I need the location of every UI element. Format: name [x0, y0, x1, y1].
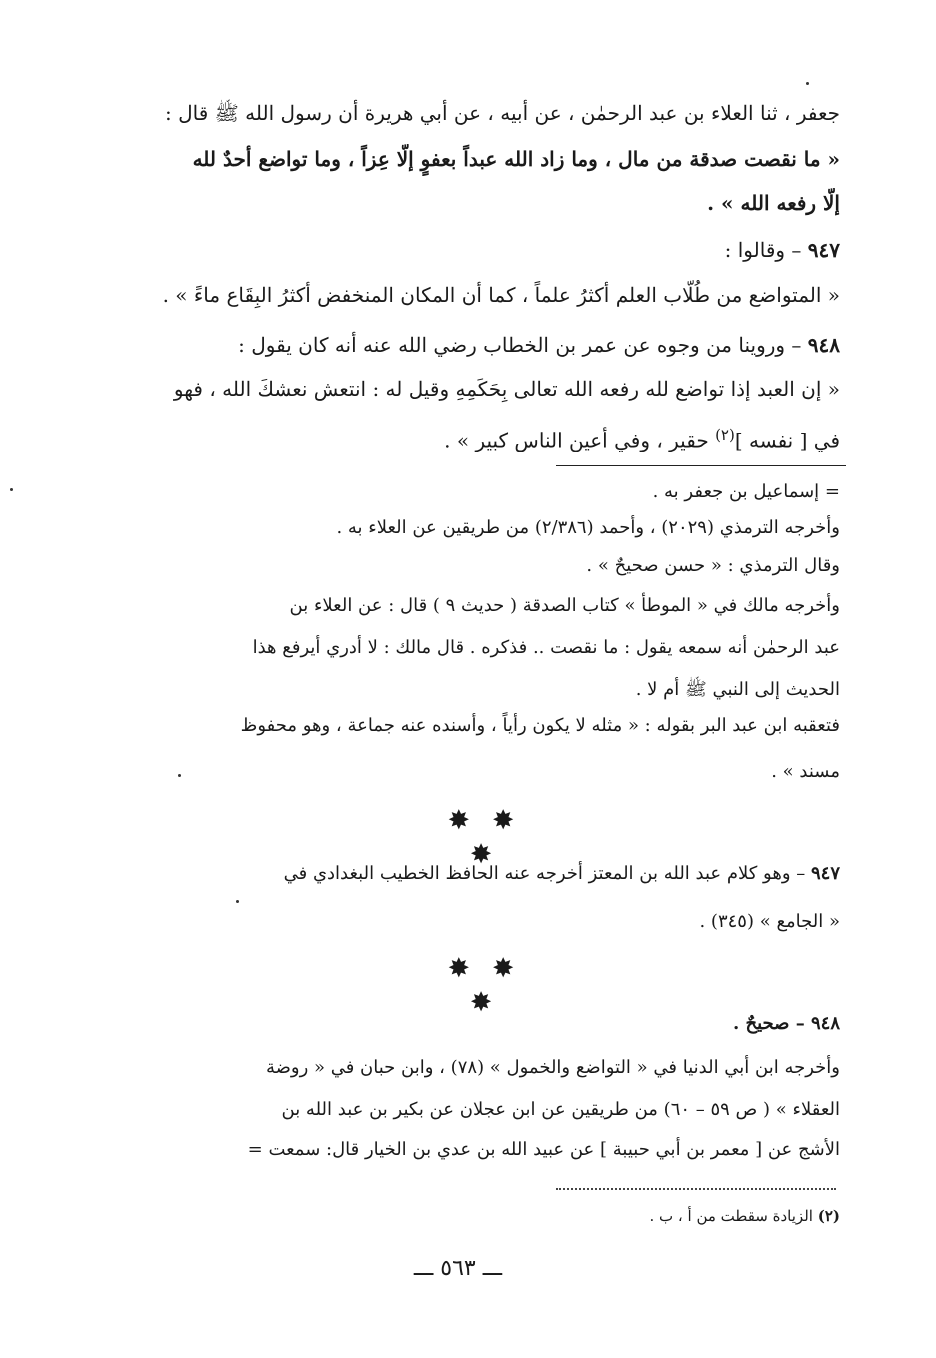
commentary-line: فتعقبه ابن عبد البر بقوله : « مثله لا يكون رأياً ، وأسنده عنه جماعة ، وهو محفوظ	[240, 715, 840, 736]
footnote-marker: (٢)	[817, 1207, 840, 1225]
hadith-quote-line-1: « ما نقصت صدقة من مال ، وما زاد الله عبداً بعفوٍ إلَّا عِزاً ، وما تواضع أحدٌ لله	[192, 147, 840, 171]
hadith-grade: – صحيحٌ .	[732, 1013, 811, 1034]
commentary-line: وقال الترمذي : « حسن صحيحٌ » .	[586, 555, 840, 576]
commentary-948-line: الأشج عن [ معمر بن أبي حبيبة ] عن عبيد الله بن عدي بن الخيار قال: سمعت =	[247, 1139, 840, 1160]
entry-text: – وقالوا :	[724, 238, 808, 262]
footnote	[140, 1202, 840, 1232]
main-text-line-1: جعفر ، ثنا العلاء بن عبد الرحمٰن ، عن أبيه ، عن أبي هريرة أن رسول الله ﷺ قال :	[165, 101, 840, 125]
hadith-quote-line-2: إلَّا رفعه الله » .	[707, 191, 840, 215]
scan-speck	[806, 82, 809, 85]
entry-number: ٩٤٨	[810, 1013, 840, 1034]
entry-number: ٩٤٨	[807, 333, 840, 357]
footnote-text: الزيادة سقطت من أ ، ب .	[649, 1207, 813, 1225]
commentary-947-line-2: « الجامع » (٣٤٥) .	[699, 911, 840, 932]
commentary-line: الحديث إلى النبي ﷺ أم لا .	[635, 679, 840, 700]
commentary-line: وأخرجه مالك في « الموطأ » كتاب الصدقة ( حديث ٩ ) قال : عن العلاء بن	[289, 595, 840, 616]
entry-text: – وهو كلام عبد الله بن المعتز أخرجه عنه الحافظ الخطيب البغدادي في	[283, 863, 811, 884]
commentary-line: مسند » .	[771, 761, 840, 782]
page-number: ـــ ٥٦٣ ـــ	[413, 1256, 503, 1281]
footnote-divider	[556, 1188, 836, 1190]
section-separator: ✸ ✸ ✸	[448, 953, 522, 1016]
commentary-divider	[556, 465, 846, 466]
commentary-line: وأخرجه الترمذي (٢٠٢٩) ، وأحمد (٢/٣٨٦) من طريقين عن العلاء به .	[336, 517, 840, 538]
scan-speck	[10, 488, 13, 491]
entry-948-heading	[140, 330, 840, 362]
commentary-948-line: وأخرجه ابن أبي الدنيا في « التواضع والخمول » (٧٨) ، وابن حبان في « روضة	[265, 1057, 840, 1078]
scan-speck	[178, 774, 181, 777]
entry-947-heading	[140, 235, 840, 267]
section-separator: ✸ ✸ ✸	[448, 805, 522, 868]
entry-number: ٩٤٧	[810, 863, 840, 884]
commentary-line: عبد الرحمٰن أنه سمعه يقول : ما نقصت .. فذكره . قال مالك : لا أدري أيرفع هذا	[252, 637, 840, 658]
commentary-947-line-1	[140, 860, 840, 890]
scan-speck	[236, 900, 239, 903]
main-text-line-8	[140, 420, 840, 452]
commentary-948-heading	[140, 1010, 840, 1040]
entry-text: – وروينا من وجوه عن عمر بن الخطاب رضي الله عنه أنه كان يقول :	[238, 333, 808, 357]
commentary-948-line: العقلاء » ( ص ٥٩ – ٦٠) من طريقين عن ابن عجلان عن بكير بن عبد الله بن	[281, 1099, 840, 1120]
commentary-line: = إسماعيل بن جعفر به .	[652, 481, 840, 502]
main-text-line-7: « إن العبد إذا تواضع لله رفعه الله تعالى بِحَكَمِهِ وقيل له : انتعش نعشكَ الله ، فهو	[173, 377, 840, 401]
footnote-reference: (٢)	[715, 426, 735, 444]
text: حقير ، وفي أعين الناس كبير » .	[444, 428, 716, 452]
entry-number: ٩٤٧	[807, 238, 840, 262]
main-text-line-5: « المتواضع من طُلَّاب العلم أكثرُ علماً ، كما أن المكان المنخفض أكثرُ البِقَاع ماءً » .	[162, 283, 840, 307]
bracketed-text: في [ نفسه ]	[734, 428, 840, 452]
